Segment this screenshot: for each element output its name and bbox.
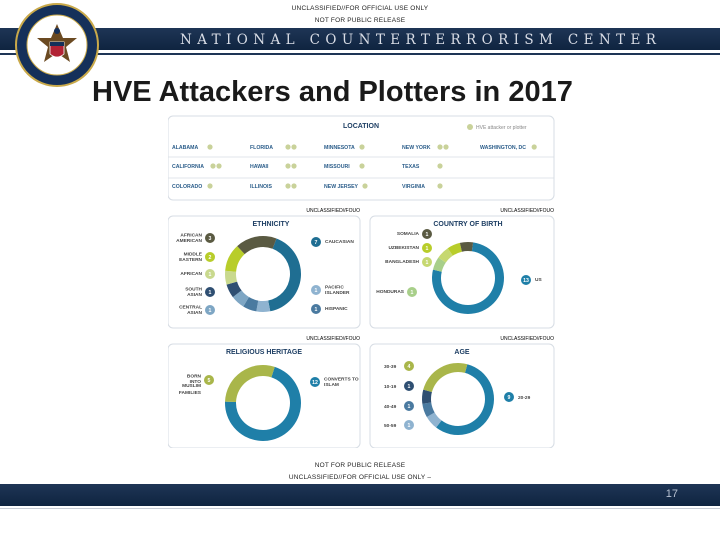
location-state-label: MISSOURI [324,164,350,170]
location-state-label: VIRGINIA [402,184,426,190]
country-of-birth-title: COUNTRY OF BIRTH [433,221,503,228]
segment-label: MUSLIM [182,384,201,389]
location-state-label: FLORIDA [250,145,274,151]
header-release-marking: NOT FOR PUBLIC RELEASE [314,17,406,24]
location-title: LOCATION [342,123,380,130]
person-icon [437,163,442,168]
footer-divider [0,508,720,509]
footer-release-marking: NOT FOR PUBLIC RELEASE [314,462,406,469]
count-badge-value: 9 [507,394,511,401]
location-legend-label: HVE attacker or plotter [476,125,527,131]
location-state-label: NEW JERSEY [324,184,359,190]
person-icon [437,144,442,149]
donut-slice [460,242,473,252]
footer-bar [0,484,720,506]
person-icon [285,183,290,188]
segment-label: AFRICAN [180,272,202,277]
location-unclass-tag: UNCLASSIFIED//FOUO [306,208,360,214]
segment-label: 50-59 [384,423,397,429]
donut-slice [256,301,270,312]
footer-classification: UNCLASSIFIED//FOR OFFICIAL USE ONLY – [288,474,432,481]
person-icon [532,144,537,149]
page-number: 17 [665,488,678,500]
segment-label: AFRICAN AMERICAN [176,233,202,244]
nctc-seal-icon [14,2,100,88]
religious-heritage-title: RELIGIOUS HERITAGE [225,349,303,356]
person-icon [437,183,442,188]
person-icon [291,183,296,188]
country-unclass-tag: UNCLASSIFIED//FOUO [500,336,554,342]
location-state-label: ALABAMA [172,145,199,151]
age-title: AGE [454,349,470,356]
segment-label: UZBEKISTAN [388,246,419,251]
count-badge-value: 4 [407,363,411,370]
segment-label: BANGLADESH [385,260,419,265]
count-badge-value: 1 [407,403,411,410]
slide-title: HVE Attackers and Plotters in 2017 [92,76,573,108]
segment-label: US [535,278,542,283]
segment-label: BORN INTO [186,374,201,385]
ethnicity-title: ETHNICITY [252,221,290,228]
location-legend [467,124,527,131]
count-badge-value: 1 [425,245,429,252]
segment-label: SOMALIA [396,232,419,237]
person-icon [210,163,215,168]
segment-label: MIDDLE EASTERN [179,252,202,263]
location-state-label: CALIFORNIA [172,164,204,170]
country-of-birth-panel [370,216,554,328]
nctc-banner [0,28,720,50]
header-classification: UNCLASSIFIED//FOR OFFICIAL USE ONLY [291,5,429,12]
person-icon [285,163,290,168]
count-badge-value: 12 [312,379,318,386]
count-badge-value: 1 [208,271,212,278]
segment-label: HONDURAS [376,290,404,295]
person-icon [359,144,364,149]
count-badge-value: 1 [407,383,411,390]
segment-label: SOUTH ASIAN [185,287,202,298]
count-badge-value: 13 [523,277,529,284]
person-icon [285,144,290,149]
count-badge-value: 1 [208,289,212,296]
banner-title: NATIONAL COUNTERTERRORISM CENTER [180,32,662,48]
age-panel [370,344,554,448]
segment-label: 30-39 [384,364,397,370]
ethnicity-unclass-tag: UNCLASSIFIED//FOUO [500,208,554,214]
donut-slice [422,390,432,404]
count-badge-value: 1 [407,422,411,429]
count-badge-value: 1 [425,231,429,238]
ethnicity-panel [168,216,360,328]
person-icon [291,144,296,149]
count-badge-value: 1 [425,259,429,266]
person-icon [443,144,448,149]
segment-label: 20-29 [518,396,531,401]
location-state-label: HAWAII [250,164,269,170]
person-icon [359,163,364,168]
segment-label: FAMILIES [178,391,201,396]
location-state-label: COLORADO [172,184,203,190]
religious-heritage-panel [168,344,360,448]
segment-label: CONVERTS TO ISLAM [324,377,359,388]
person-icon [291,163,296,168]
count-badge-value: 5 [207,377,211,384]
segment-label: PACIFIC ISLANDER [325,285,350,296]
location-state-label: ILLINOIS [250,184,272,190]
hve-infographic [168,110,556,448]
count-badge-value: 3 [208,235,212,242]
count-badge-value: 2 [208,254,212,261]
person-icon [467,124,473,130]
count-badge-value: 7 [314,239,318,246]
location-state-label: TEXAS [402,164,420,170]
count-badge-value: 1 [314,306,318,313]
count-badge-value: 1 [208,307,212,314]
segment-label: HISPANIC [325,307,348,312]
person-icon [207,183,212,188]
segment-label: 40-49 [384,404,397,410]
location-panel [168,116,554,200]
location-state-label: WASHINGTON, DC [480,145,527,151]
location-state-label: NEW YORK [402,145,431,151]
segment-label: CAUCASIAN [325,240,354,245]
person-icon [207,144,212,149]
segment-label: 10-19 [384,384,397,390]
religion-unclass-tag: UNCLASSIFIED//FOUO [306,336,360,342]
count-badge-value: 1 [314,287,318,294]
banner-divider [0,53,720,55]
location-state-label: MINNESOTA [324,145,355,151]
segment-label: CENTRAL ASIAN [179,305,202,316]
person-icon [362,183,367,188]
count-badge-value: 1 [410,289,414,296]
person-icon [216,163,221,168]
